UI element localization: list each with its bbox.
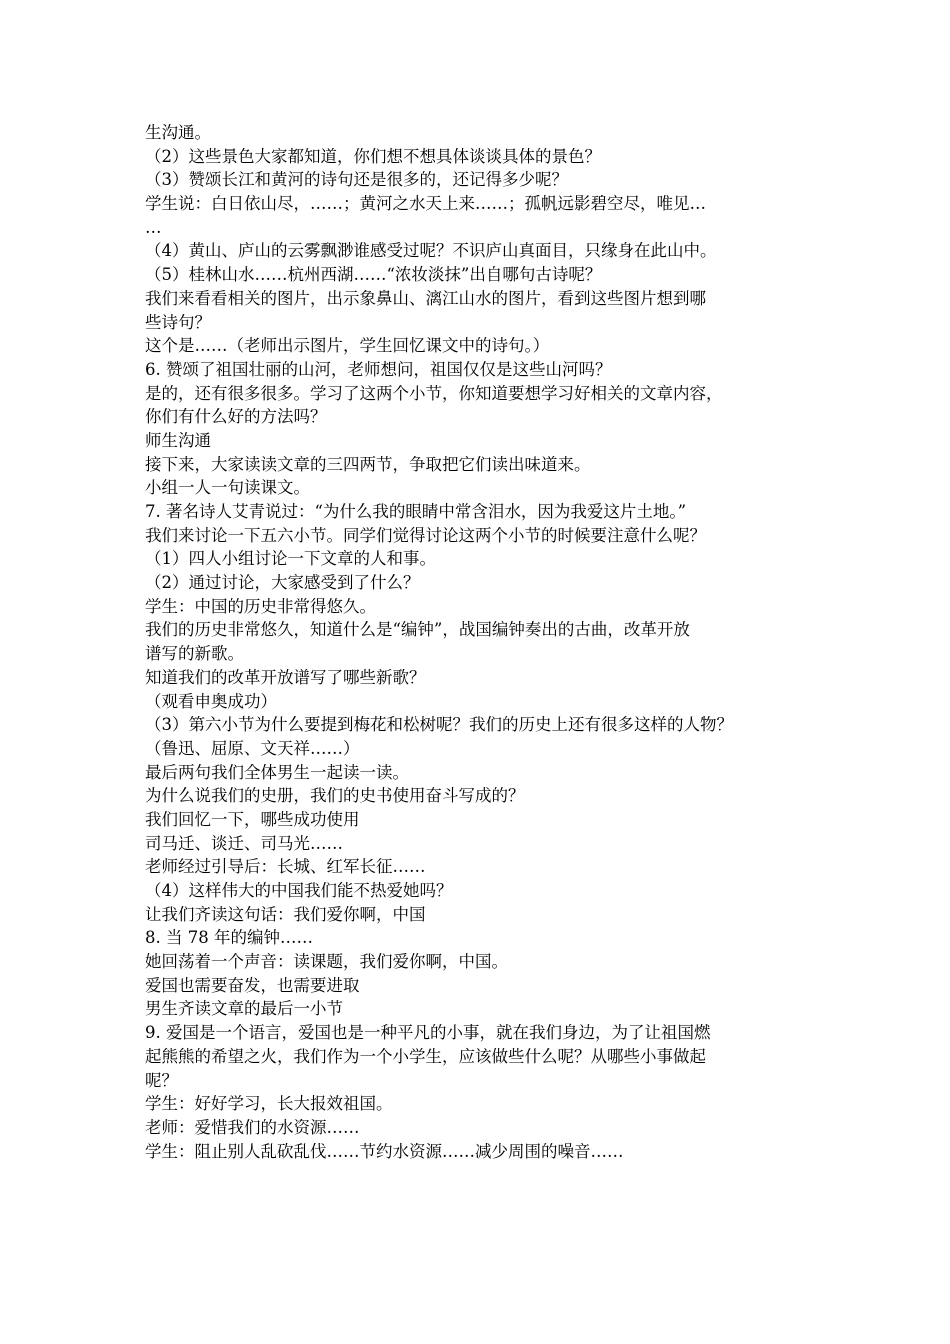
text-line: 为什么说我们的史册，我们的史书使用奋斗写成的？ [145, 786, 525, 806]
text-line: 小组一人一句读课文。 [145, 478, 310, 498]
text-line: 起熊熊的希望之火，我们作为一个小学生，应该做些什么呢？从哪些小事做起 [145, 1046, 706, 1066]
text-line: 我们来讨论一下五六小节。同学们觉得讨论这两个小节的时候要注意什么呢？ [145, 525, 706, 545]
text-line: （1）四人小组讨论一下文章的人和事。 [145, 549, 436, 569]
text-line: 学生：阻止别人乱砍乱伐……节约水资源……减少周围的噪音…… [145, 1141, 624, 1161]
text-line: （3）赞颂长江和黄河的诗句还是很多的，还记得多少呢？ [145, 170, 568, 190]
text-line: 谱写的新歌。 [145, 644, 244, 664]
text-line: 师生沟通 [145, 430, 211, 450]
text-line: 老师：爱惜我们的水资源…… [145, 1117, 360, 1137]
text-line: 让我们齐读这句话：我们爱你啊，中国 [145, 904, 426, 924]
text-line: （4）黄山、庐山的云雾飘渺谁感受过呢？不识庐山真面目，只缘身在此山中。 [145, 241, 717, 261]
text-line: （鲁迅、屈原、文天祥……） [145, 738, 360, 758]
text-line: 爱国也需要奋发，也需要进取 [145, 975, 360, 995]
text-line: 些诗句？ [145, 312, 211, 332]
text-line: （观看申奥成功） [145, 691, 277, 711]
text-line: （5）桂林山水……杭州西湖……“浓妆淡抹”出自哪句古诗呢？ [145, 265, 602, 285]
text-line: 呢？ [145, 1070, 178, 1090]
text-line: 男生齐读文章的最后一小节 [145, 999, 343, 1019]
text-line: 接下来，大家读读文章的三四两节，争取把它们读出味道来。 [145, 454, 591, 474]
text-line: （2）这些景色大家都知道，你们想不想具体谈谈具体的景色？ [145, 146, 601, 166]
text-line: 老师经过引导后：长城、红军长征…… [145, 857, 426, 877]
text-line: 她回荡着一个声音：读课题，我们爱你啊，中国。 [145, 952, 508, 972]
text-line: （3）第六小节为什么要提到梅花和松树呢？我们的历史上还有很多这样的人物？ [145, 715, 733, 735]
document-body [145, 121, 825, 1163]
text-line: 司马迁、谈迁、司马光…… [145, 833, 343, 853]
text-line: 是的，还有很多很多。学习了这两个小节，你知道要想学习好相关的文章内容， [145, 383, 723, 403]
text-line: 知道我们的改革开放谱写了哪些新歌？ [145, 667, 426, 687]
text-line: 7. 著名诗人艾青说过：“为什么我的眼睛中常含泪水，因为我爱这片土地。” [145, 502, 687, 521]
text-line: 8. 当 78 年的编钟…… [145, 928, 313, 948]
text-line: 学生：好好学习，长大报效祖国。 [145, 1094, 393, 1114]
text-line: 我们回忆一下，哪些成功使用 [145, 809, 360, 829]
text-line: 我们的历史非常悠久，知道什么是“编钟”，战国编钟奏出的古曲，改革开放 [145, 620, 690, 640]
text-line: （2）通过讨论，大家感受到了什么？ [145, 573, 420, 593]
text-line: 我们来看看相关的图片，出示象鼻山、漓江山水的图片，看到这些图片想到哪 [145, 288, 706, 308]
text-line: 6. 赞颂了祖国壮丽的山河，老师想问，祖国仅仅是这些山河吗？ [145, 359, 612, 379]
text-line: 学生：中国的历史非常得悠久。 [145, 596, 376, 616]
text-line: 9. 爱国是一个语言，爱国也是一种平凡的小事，就在我们身边，为了让祖国燃 [145, 1023, 711, 1043]
text-line: 这个是……（老师出示图片，学生回忆课文中的诗句。） [145, 336, 550, 356]
text-line: （4）这样伟大的中国我们能不热爱她吗？ [145, 881, 453, 900]
text-line: 学生说：白日依山尽，……；黄河之水天上来……；孤帆远影碧空尽，唯见… [145, 194, 706, 214]
text-line: 生沟通。 [145, 123, 211, 142]
text-line: … [145, 217, 162, 237]
text-line: 最后两句我们全体男生一起读一读。 [145, 762, 409, 782]
text-line: 你们有什么好的方法吗？ [145, 407, 327, 427]
